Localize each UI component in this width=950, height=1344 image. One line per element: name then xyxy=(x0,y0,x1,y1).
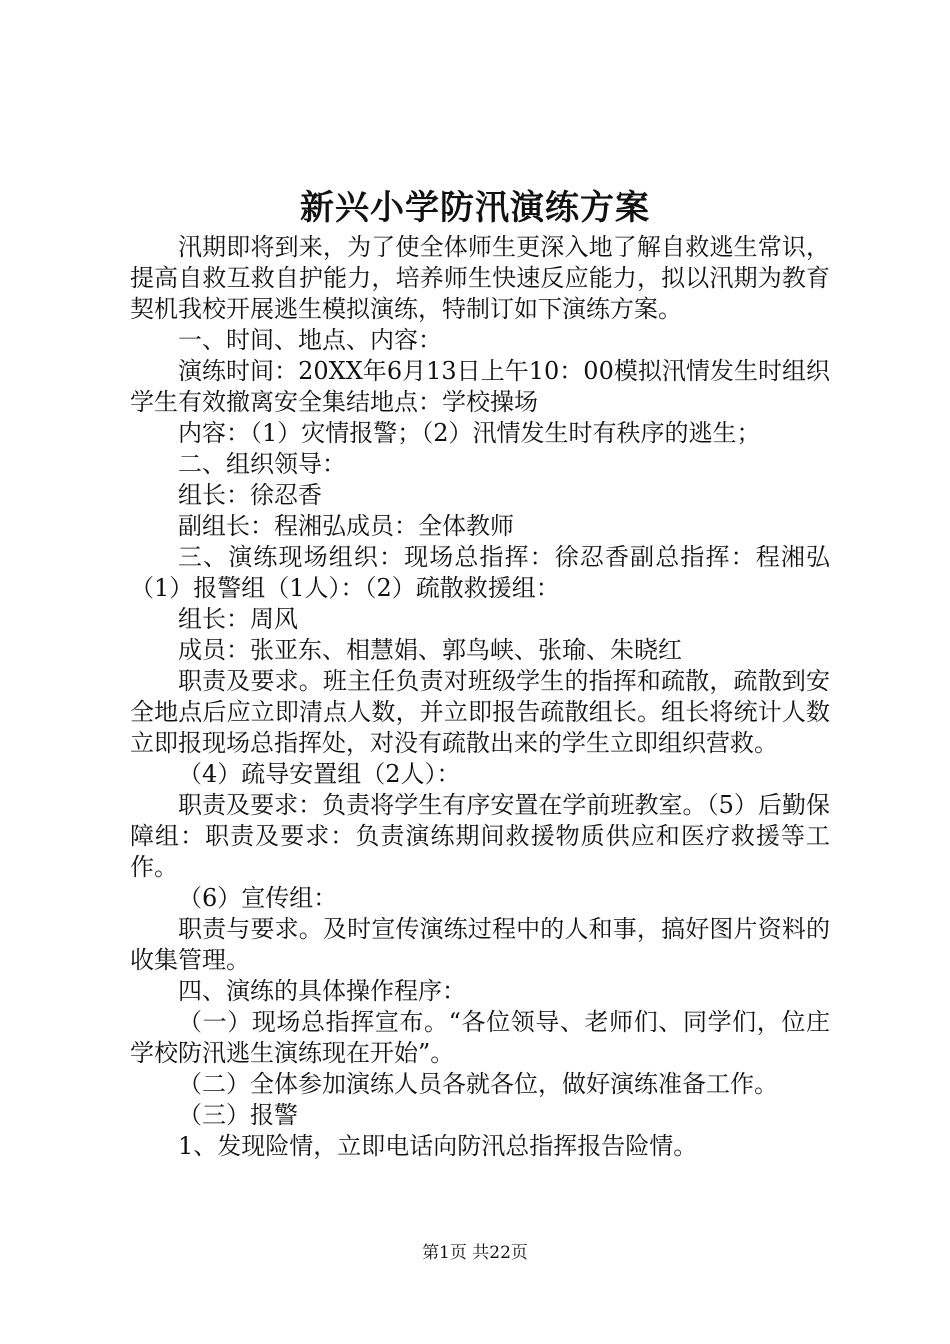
paragraph: （6）宣传组： xyxy=(178,884,338,912)
paragraph: 组长：周风 xyxy=(178,605,298,633)
paragraph: 成员：张亚东、相慧娟、郭鸟峡、张瑜、朱晓红 xyxy=(178,636,682,664)
paragraph: 内容：（1）灾情报警；（2）汛情发生时有秩序的逃生； xyxy=(178,419,761,447)
document-title: 新兴小学防汛演练方案 xyxy=(300,188,650,228)
paragraph: 演练时间：20XX年6月13日上午10：00模拟汛情发生时组织学生有效撤离安全集结地点：学校操场 xyxy=(130,357,830,416)
paragraph: 汛期即将到来，为了使全体师生更深入地了解自救逃生常识，提高自救互救自护能力，培养师生快速反应能力，拟以汛期为教育契机我校开展逃生模拟演练，特制订如下演练方案。 xyxy=(130,233,830,323)
paragraph: 组长：徐忍香 xyxy=(178,481,322,509)
paragraph: （一）现场总指挥宣布。“各位领导、老师们、同学们，位庄学校防汛逃生演练现在开始”。 xyxy=(130,1008,830,1067)
paragraph: 职责及要求：负责将学生有序安置在学前班教室。（5）后勤保障组：职责及要求：负责演练期间救援物质供应和医疗救援等工作。 xyxy=(130,791,830,881)
paragraph: （4）疏导安置组（2人）： xyxy=(178,760,461,788)
paragraph: 副组长：程湘弘成员：全体教师 xyxy=(178,512,514,540)
paragraph: （二）全体参加演练人员各就各位，做好演练准备工作。 xyxy=(178,1070,778,1098)
paragraph: 一、时间、地点、内容： xyxy=(178,326,442,354)
paragraph: 职责及要求。班主任负责对班级学生的指挥和疏散，疏散到安全地点后应立即清点人数，并立即报告疏散组长。组长将统计人数立即报现场总指挥处，对没有疏散出来的学生立即组织营救。 xyxy=(130,667,830,757)
document-body xyxy=(130,232,830,1162)
page-footer: 第1页 共22页 xyxy=(422,1243,528,1263)
paragraph: 1、发现险情，立即电话向防汛总指挥报告险情。 xyxy=(178,1132,698,1160)
paragraph: 二、组织领导： xyxy=(178,450,346,478)
paragraph: （三）报警 xyxy=(178,1101,298,1129)
paragraph: 职责与要求。及时宣传演练过程中的人和事，搞好图片资料的收集管理。 xyxy=(130,915,830,974)
paragraph: 四、演练的具体操作程序： xyxy=(178,977,466,1005)
paragraph: 三、演练现场组织：现场总指挥：徐忍香副总指挥：程湘弘（1）报警组（1人）：（2）疏散救援组： xyxy=(130,543,830,602)
